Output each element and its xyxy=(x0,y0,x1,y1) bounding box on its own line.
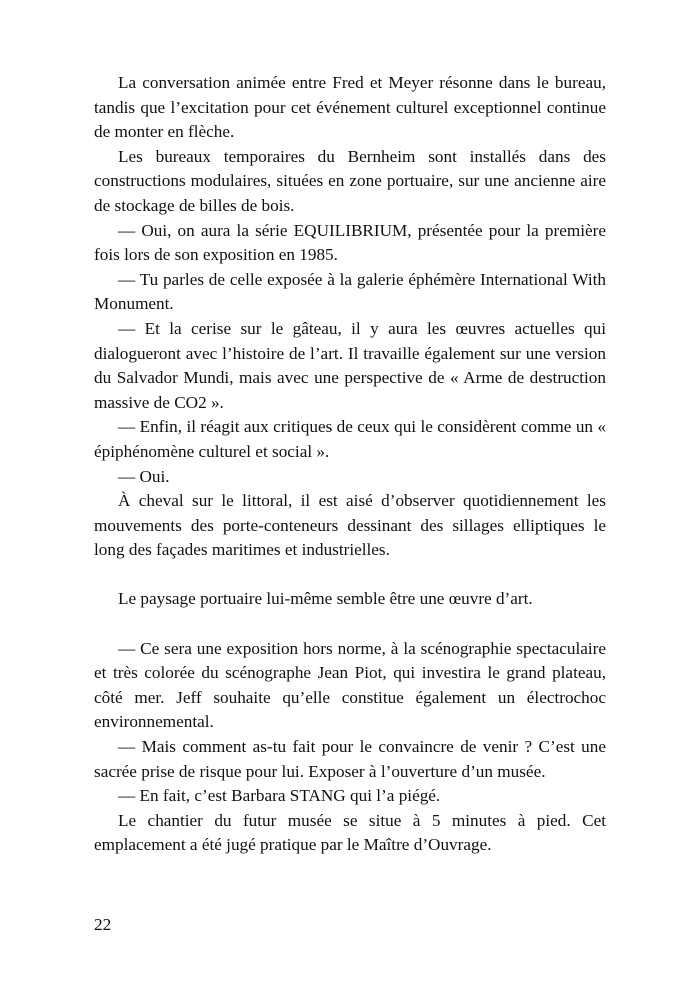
page-number: 22 xyxy=(94,915,112,934)
paragraph: — Oui, on aura la série EQUILIBRIUM, présentée pour la première fois lors de son exposition en 1985. xyxy=(94,220,606,265)
paragraph: — Ce sera une exposition hors norme, à la scénographie spectaculaire et très colorée du scénographe Jean Piot, qui investira le grand plateau, côté mer. Jeff souhaite qu’elle constitue également un électrochoc environnemental. xyxy=(94,638,606,732)
paragraph: À cheval sur le littoral, il est aisé d’observer quotidiennement les mouvements des porte-conteneurs dessinant des sillages elliptiques le long des façades maritimes et industrielles. xyxy=(94,491,606,560)
paragraph: Le paysage portuaire lui-même semble être une œuvre d’art. xyxy=(118,589,533,609)
paragraph: — Mais comment as-tu fait pour le convaincre de venir ? C’est une sacrée prise de risque pour lui. Exposer à l’ouverture d’un musée. xyxy=(94,737,606,781)
paragraph: — Et la cerise sur le gâteau, il y aura les œuvres actuelles qui dialogueront avec l’histoire de l’art. Il travaille également sur une version du Salvador Mundi, mais avec une perspective de « Arme de destruction massive de CO2 ». xyxy=(94,318,606,412)
paragraph: — Tu parles de celle exposée à la galerie éphémère International With Monument. xyxy=(94,269,606,314)
paragraph: — En fait, c’est Barbara STANG qui l’a piégé. xyxy=(118,786,441,806)
paragraph: La conversation animée entre Fred et Meyer résonne dans le bureau, tandis que l’excitation pour cet événement culturel exceptionnel continue de monter en flèche. xyxy=(94,73,606,142)
paragraph: — Oui. xyxy=(118,466,170,486)
paragraph: Le chantier du futur musée se situe à 5 minutes à pied. Cet emplacement a été jugé pratique par le Maître d’Ouvrage. xyxy=(94,810,606,855)
body-text xyxy=(94,71,606,858)
paragraph: — Enfin, il réagit aux critiques de ceux qui le considèrent comme un « épiphénomène culturel et social ». xyxy=(94,417,606,461)
paragraph: Les bureaux temporaires du Bernheim sont installés dans des constructions modulaires, situées en zone portuaire, sur une ancienne aire de stockage de billes de bois. xyxy=(94,146,606,215)
